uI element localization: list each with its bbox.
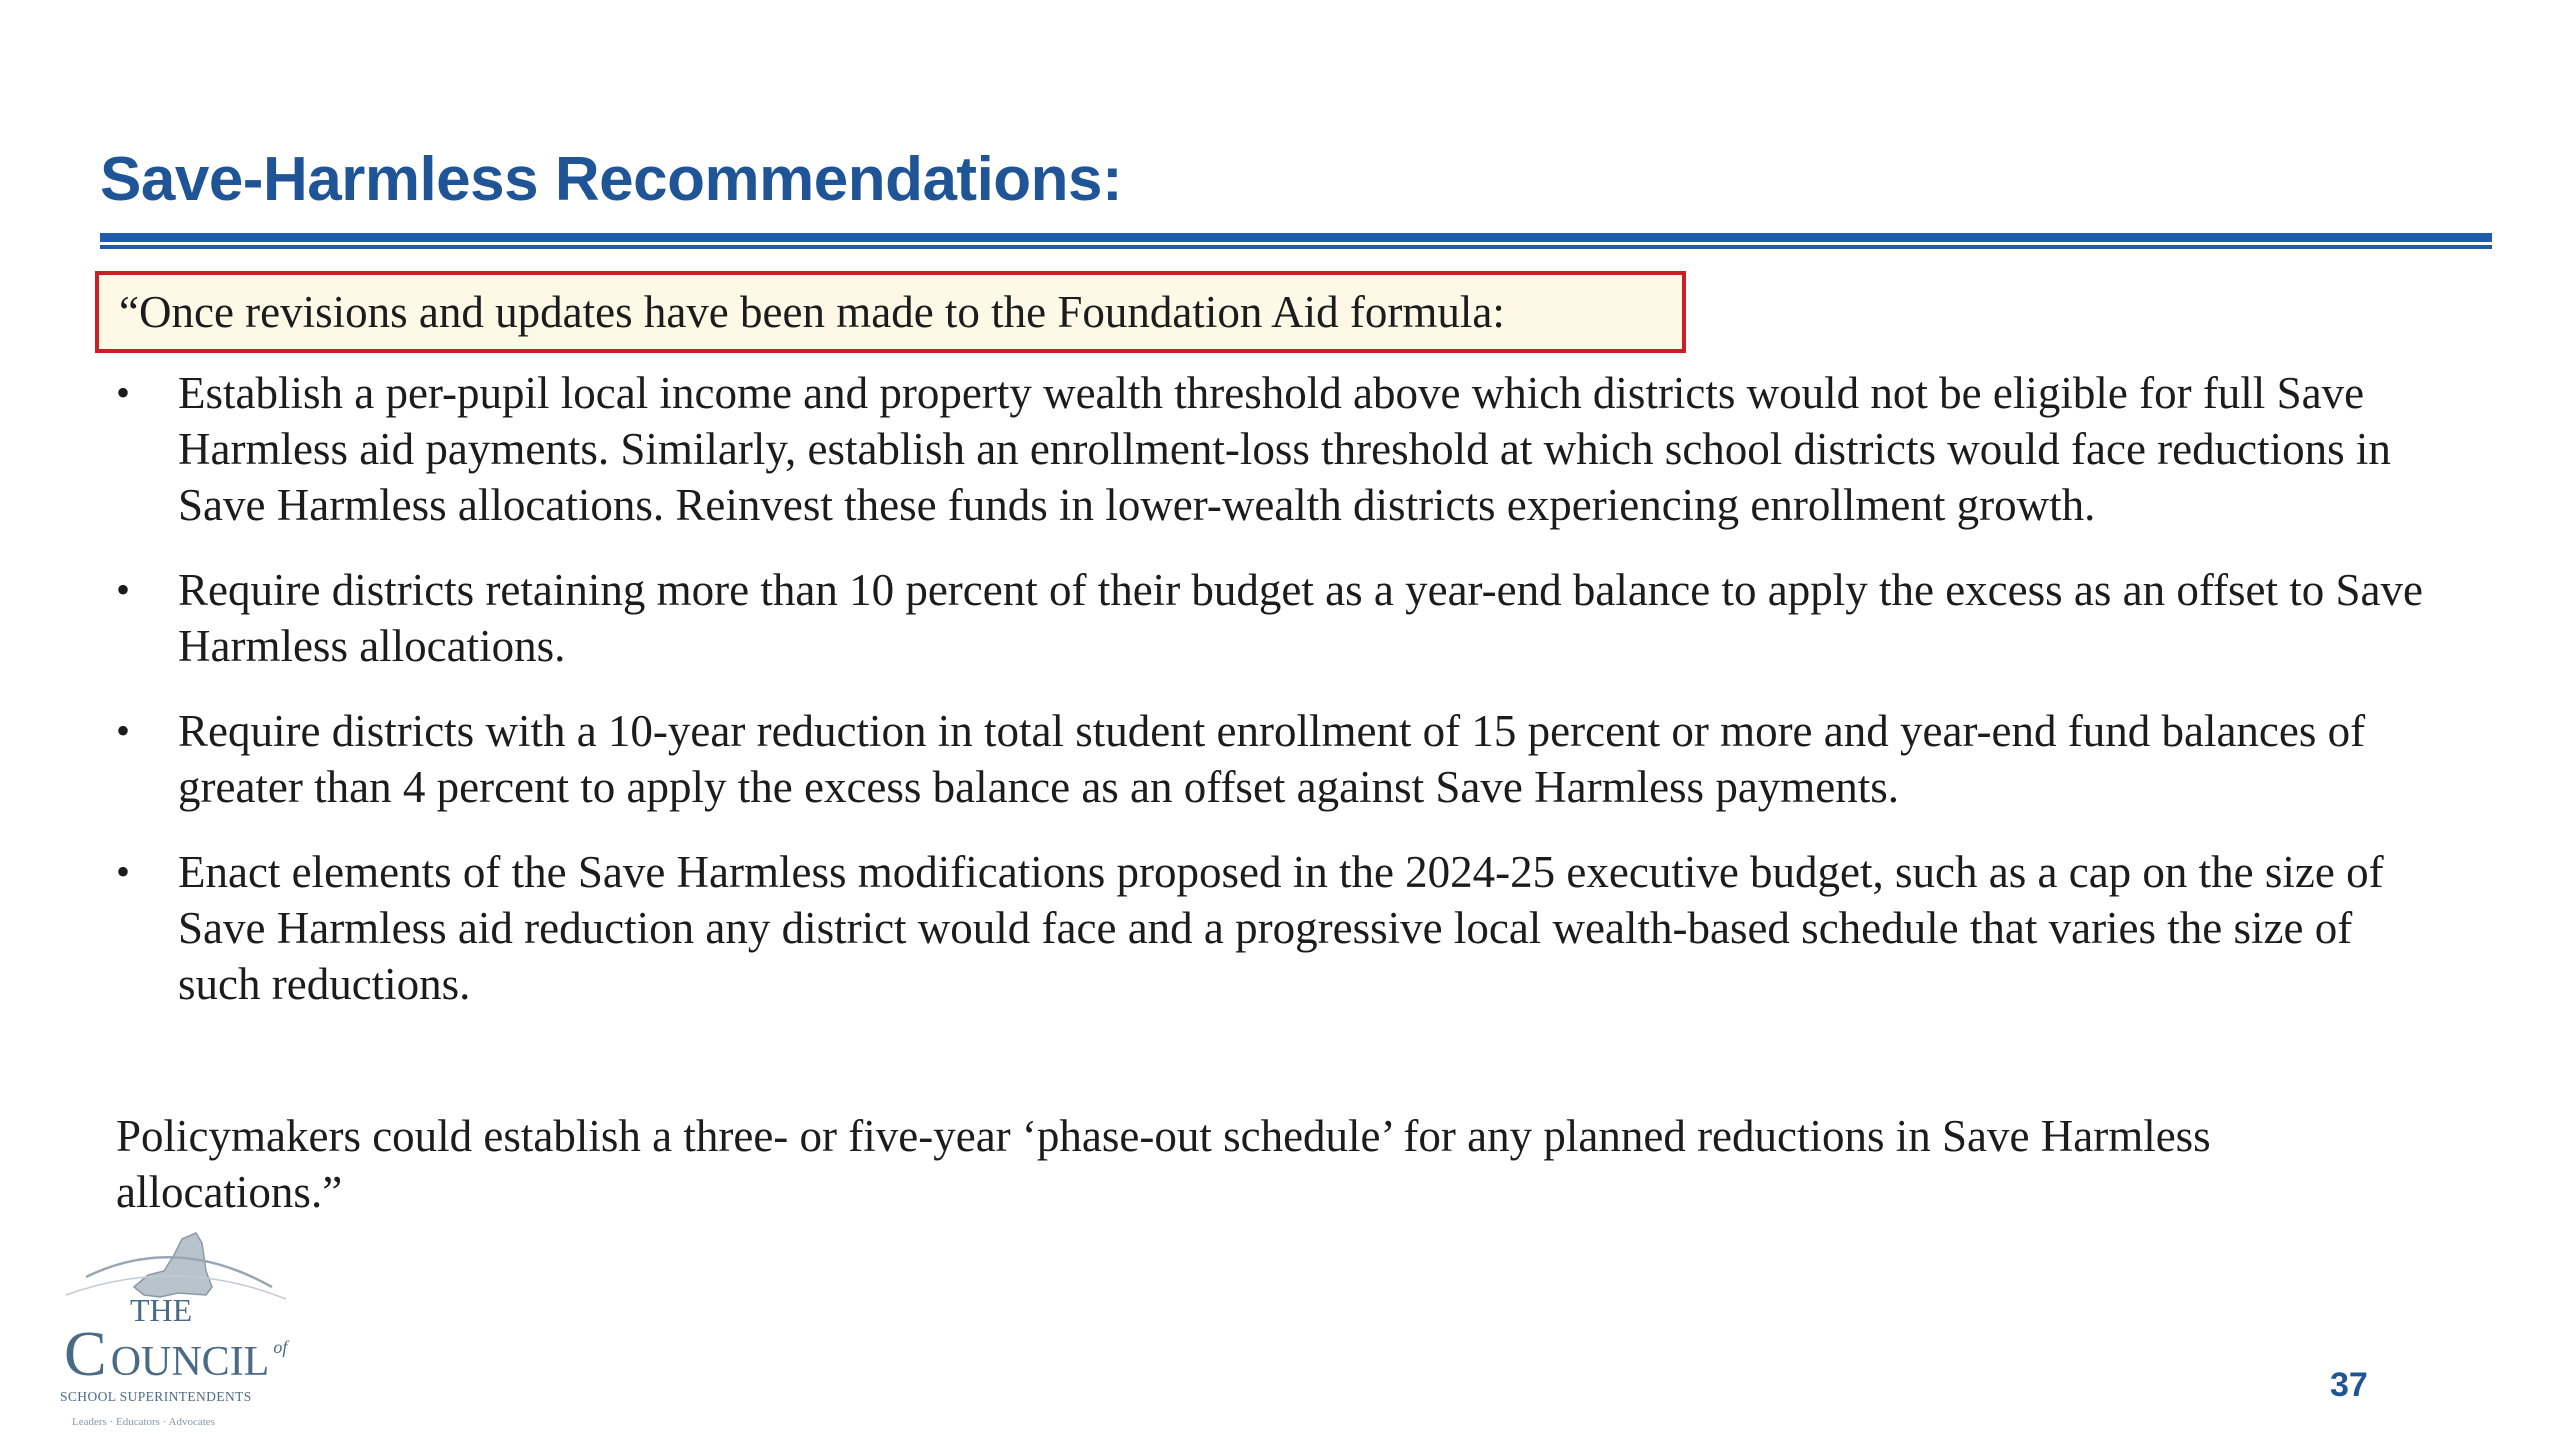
state-outline-icon xyxy=(134,1233,212,1297)
bullet-icon: • xyxy=(116,567,131,612)
recommendation-text: Establish a per-pupil local income and property wealth threshold above which districts would not be eligible for full Save Harmless aid payments. Similarly, establish an enrollment-loss threshold at which school districts would face reductions in Save Harmless allocations. Reinvest these funds in lower-wealth districts experiencing enrollment growth. xyxy=(178,368,2391,530)
recommendation-item xyxy=(0,562,2560,674)
logo-tagline: Leaders · Educators · Advocates xyxy=(72,1416,215,1428)
logo-line-the: THE xyxy=(130,1292,193,1328)
recommendation-text: Enact elements of the Save Harmless modifications proposed in the 2024-25 executive budget, such as a cap on the size of Save Harmless aid reduction any district would face and a progressive local wealth-based schedule that varies the size of such reductions. xyxy=(178,847,2384,1009)
logo-council-word: OUNCIL xyxy=(110,1339,270,1385)
lead-quote-text: “Once revisions and updates have been made to the Foundation Aid formula: xyxy=(119,287,1505,337)
bullet-icon: • xyxy=(116,370,131,415)
bullet-icon: • xyxy=(116,708,131,753)
logo-of: of xyxy=(273,1337,288,1357)
title-divider xyxy=(100,233,2492,250)
svg-text:C OUNCIL of xyxy=(64,1318,290,1389)
closing-paragraph: Policymakers could establish a three- or five-year ‘phase-out schedule’ for any planned reductions in Save Harmless allocations.” xyxy=(116,1111,2211,1217)
recommendations-list xyxy=(0,365,2560,1041)
logo-cap-c: C xyxy=(64,1318,107,1389)
title-divider-thick-line xyxy=(100,233,2492,242)
title-divider-thin-line xyxy=(100,245,2492,249)
recommendation-item xyxy=(0,844,2560,1012)
highlighted-lead-quote-box xyxy=(95,271,1686,353)
recommendation-text: Require districts with a 10-year reduction in total student enrollment of 15 percent or more and year-end fund balances of greater than 4 percent to apply the excess balance as an offset against Save Harmless payments. xyxy=(178,706,2366,812)
recommendation-item xyxy=(0,703,2560,815)
bullet-icon: • xyxy=(116,849,131,894)
logo-school-superintendents: SCHOOL SUPERINTENDENTS xyxy=(60,1389,252,1404)
council-logo xyxy=(56,1225,316,1435)
slide-title: Save-Harmless Recommendations: xyxy=(100,145,1123,214)
recommendation-text: Require districts retaining more than 10 percent of their budget as a year-end balance to apply the excess as an offset to Save Harmless allocations. xyxy=(178,565,2423,671)
page-number: 37 xyxy=(2330,1366,2368,1404)
recommendation-item xyxy=(0,365,2560,533)
